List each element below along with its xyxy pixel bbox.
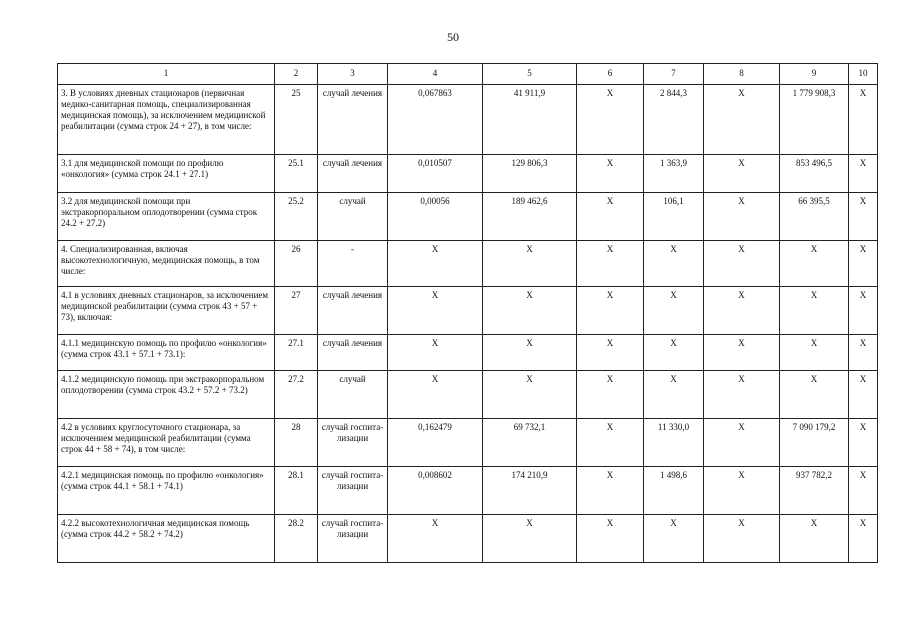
column-header: 4	[388, 64, 483, 85]
row-name-cell: 3.2 для медицинской помощи при экстракорпоральном оплодотворении (сумма строк 24.2 + 27.2)	[58, 193, 275, 241]
row-value-cell: X	[644, 515, 704, 563]
row-value-cell: 11 330,0	[644, 419, 704, 467]
table-header-row	[58, 64, 878, 85]
row-unit-cell: случай госпита-лизации	[318, 515, 388, 563]
row-value-cell: X	[388, 287, 483, 335]
row-name-cell: 4. Специализированная, включая высокотехнологичную, медицинская помощь, в том числе:	[58, 241, 275, 287]
row-value-cell: X	[577, 287, 644, 335]
row-value-cell: 0,067863	[388, 85, 483, 155]
row-code-cell: 25.1	[275, 155, 318, 193]
row-value-cell: X	[704, 419, 780, 467]
row-value-cell: X	[704, 287, 780, 335]
row-unit-cell: случай	[318, 193, 388, 241]
page-number: 50	[447, 30, 459, 44]
row-value-cell: 189 462,6	[483, 193, 577, 241]
row-value-cell: X	[577, 335, 644, 371]
row-unit-cell: случай госпита-лизации	[318, 467, 388, 515]
row-value-cell: X	[483, 287, 577, 335]
column-header: 1	[58, 64, 275, 85]
row-unit-cell: случай	[318, 371, 388, 419]
row-value-cell: X	[577, 515, 644, 563]
row-value-cell: X	[704, 371, 780, 419]
row-value-cell: X	[577, 193, 644, 241]
row-value-cell: X	[849, 155, 878, 193]
row-value-cell: 174 210,9	[483, 467, 577, 515]
row-value-cell: X	[577, 155, 644, 193]
row-value-cell: 0,008602	[388, 467, 483, 515]
row-value-cell: X	[849, 287, 878, 335]
row-value-cell: X	[780, 371, 849, 419]
row-value-cell: X	[483, 335, 577, 371]
row-value-cell: X	[849, 241, 878, 287]
row-value-cell: 66 395,5	[780, 193, 849, 241]
row-value-cell: X	[780, 241, 849, 287]
row-value-cell: X	[483, 241, 577, 287]
row-name-cell: 4.1.1 медицинскую помощь по профилю «онкология» (сумма строк 43.1 + 57.1 + 73.1):	[58, 335, 275, 371]
table-row	[58, 467, 878, 515]
table-row	[58, 515, 878, 563]
row-value-cell: X	[577, 419, 644, 467]
column-header: 9	[780, 64, 849, 85]
column-header: 2	[275, 64, 318, 85]
row-value-cell: X	[849, 419, 878, 467]
row-value-cell: X	[644, 371, 704, 419]
row-value-cell: X	[388, 241, 483, 287]
row-value-cell: X	[780, 335, 849, 371]
row-name-cell: 4.1 в условиях дневных стационаров, за исключением медицинской реабилитации (сумма строк 43 + 57 + 73), включая:	[58, 287, 275, 335]
row-value-cell: X	[577, 241, 644, 287]
row-value-cell: X	[577, 85, 644, 155]
row-name-cell: 4.2.2 высокотехнологичная медицинская помощь (сумма строк 44.2 + 58.2 + 74.2)	[58, 515, 275, 563]
table-row	[58, 371, 878, 419]
row-name-cell: 4.2 в условиях круглосуточного стационара, за исключением медицинской реабилитации (сумма строк 44 + 58 + 74), в том числе:	[58, 419, 275, 467]
row-name-cell: 4.1.2 медицинскую помощь при экстракорпоральном оплодотворении (сумма строк 43.2 + 57.2 + 73.2)	[58, 371, 275, 419]
row-value-cell: 0,010507	[388, 155, 483, 193]
row-value-cell: X	[849, 85, 878, 155]
row-value-cell: X	[483, 515, 577, 563]
row-value-cell: X	[780, 515, 849, 563]
table-row	[58, 335, 878, 371]
row-value-cell: X	[483, 371, 577, 419]
row-value-cell: X	[388, 371, 483, 419]
row-value-cell: X	[704, 241, 780, 287]
row-value-cell: X	[849, 335, 878, 371]
row-value-cell: 853 496,5	[780, 155, 849, 193]
row-value-cell: 0,00056	[388, 193, 483, 241]
row-code-cell: 28.2	[275, 515, 318, 563]
table-row	[58, 85, 878, 155]
row-value-cell: X	[704, 155, 780, 193]
row-value-cell: X	[644, 287, 704, 335]
row-value-cell: X	[704, 193, 780, 241]
column-header: 3	[318, 64, 388, 85]
row-code-cell: 25	[275, 85, 318, 155]
row-value-cell: X	[849, 515, 878, 563]
row-value-cell: X	[388, 515, 483, 563]
row-code-cell: 27	[275, 287, 318, 335]
row-value-cell: X	[644, 241, 704, 287]
row-value-cell: 106,1	[644, 193, 704, 241]
row-value-cell: X	[644, 335, 704, 371]
table-row	[58, 241, 878, 287]
row-value-cell: 7 090 179,2	[780, 419, 849, 467]
row-code-cell: 27.2	[275, 371, 318, 419]
row-name-cell: 3.1 для медицинской помощи по профилю «онкология» (сумма строк 24.1 + 27.1)	[58, 155, 275, 193]
table-row	[58, 155, 878, 193]
table-body	[58, 85, 878, 563]
table-row	[58, 287, 878, 335]
row-value-cell: 0,162479	[388, 419, 483, 467]
row-value-cell: X	[849, 467, 878, 515]
row-code-cell: 25.2	[275, 193, 318, 241]
row-code-cell: 26	[275, 241, 318, 287]
row-value-cell: X	[849, 371, 878, 419]
row-value-cell: 2 844,3	[644, 85, 704, 155]
row-value-cell: X	[704, 515, 780, 563]
row-value-cell: X	[704, 467, 780, 515]
row-value-cell: 69 732,1	[483, 419, 577, 467]
row-value-cell: X	[388, 335, 483, 371]
row-value-cell: 937 782,2	[780, 467, 849, 515]
row-value-cell: X	[704, 85, 780, 155]
row-value-cell: X	[849, 193, 878, 241]
table-row	[58, 193, 878, 241]
row-unit-cell: случай госпита-лизации	[318, 419, 388, 467]
row-value-cell: 1 363,9	[644, 155, 704, 193]
column-header: 6	[577, 64, 644, 85]
row-value-cell: X	[780, 287, 849, 335]
row-code-cell: 28.1	[275, 467, 318, 515]
row-value-cell: X	[704, 335, 780, 371]
row-name-cell: 4.2.1 медицинская помощь по профилю «онкология» (сумма строк 44.1 + 58.1 + 74.1)	[58, 467, 275, 515]
data-table	[57, 63, 878, 563]
row-code-cell: 28	[275, 419, 318, 467]
row-unit-cell: случай лечения	[318, 335, 388, 371]
row-unit-cell: случай лечения	[318, 85, 388, 155]
table-row	[58, 419, 878, 467]
row-value-cell: 129 806,3	[483, 155, 577, 193]
column-header: 5	[483, 64, 577, 85]
row-value-cell: X	[577, 467, 644, 515]
column-header: 10	[849, 64, 878, 85]
column-header: 7	[644, 64, 704, 85]
row-unit-cell: -	[318, 241, 388, 287]
row-unit-cell: случай лечения	[318, 155, 388, 193]
row-value-cell: 1 779 908,3	[780, 85, 849, 155]
row-value-cell: X	[577, 371, 644, 419]
row-name-cell: 3. В условиях дневных стационаров (первичная медико-санитарная помощь, специализированная медицинская помощь), за исключением медицинской реабилитации (сумма строк 24 + 27), в том числе:	[58, 85, 275, 155]
row-value-cell: 1 498,6	[644, 467, 704, 515]
row-unit-cell: случай лечения	[318, 287, 388, 335]
column-header: 8	[704, 64, 780, 85]
row-value-cell: 41 911,9	[483, 85, 577, 155]
row-code-cell: 27.1	[275, 335, 318, 371]
